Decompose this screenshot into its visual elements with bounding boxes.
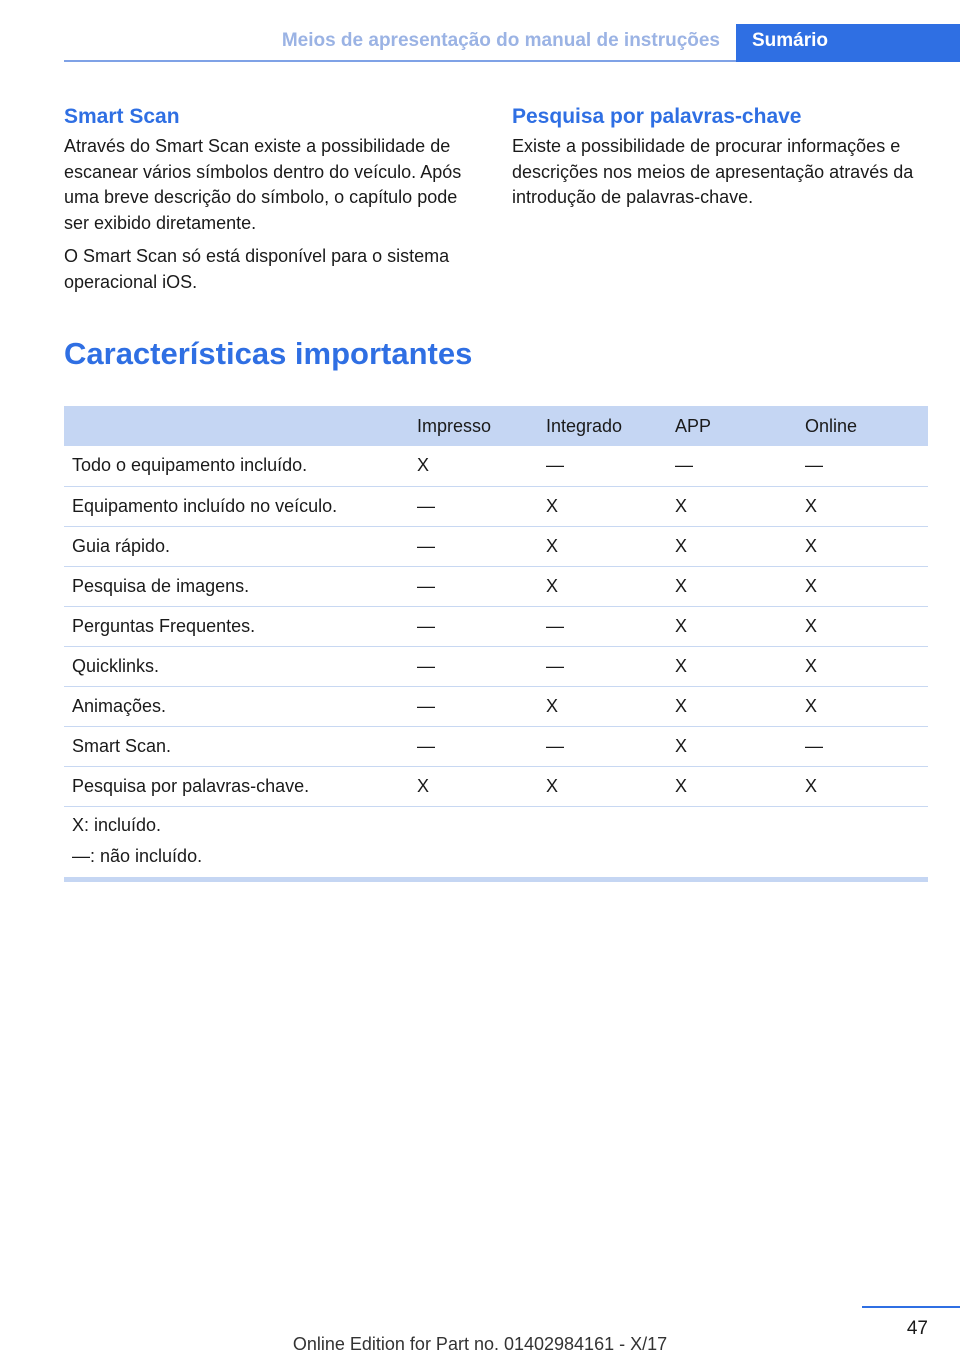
table-cell: X <box>667 726 797 766</box>
table-row <box>64 726 928 766</box>
smart-scan-paragraph: O Smart Scan só está disponível para o sistema operacional iOS. <box>64 246 450 292</box>
table-cell: — <box>797 726 928 766</box>
table-cell: Todo o equipamento incluído. <box>64 446 409 486</box>
edition-note: Online Edition for Part no. 01402984161 - X/17 <box>292 1334 668 1354</box>
table-cell: X <box>667 566 797 606</box>
table-cell: — <box>409 526 538 566</box>
legend-not-included: —: não incluído. <box>72 846 203 866</box>
breadcrumb[interactable]: Meios de apresentação do manual de instruções <box>281 30 720 51</box>
table-cell: X <box>667 766 797 806</box>
table-cell: X <box>538 766 667 806</box>
table-cell: X <box>667 606 797 646</box>
table-row <box>64 486 928 526</box>
smart-scan-section <box>64 102 480 295</box>
table-row <box>64 526 928 566</box>
keyword-search-title: Pesquisa por palavras-chave <box>512 105 802 128</box>
table-cell: X <box>409 766 538 806</box>
table-row <box>64 446 928 486</box>
table-cell: — <box>538 446 667 486</box>
footer-rule <box>862 1306 960 1308</box>
table-cell: Perguntas Frequentes. <box>64 606 409 646</box>
table-cell: X <box>667 486 797 526</box>
table-row <box>64 606 928 646</box>
table-cell: Guia rápido. <box>64 526 409 566</box>
table-header-cell: APP <box>667 406 797 446</box>
table-cell: — <box>409 606 538 646</box>
table-header-row <box>64 406 928 446</box>
table-cell: Equipamento incluído no veículo. <box>64 486 409 526</box>
table-cell: — <box>797 446 928 486</box>
table-cell: — <box>538 606 667 646</box>
table-header-cell: Impresso <box>409 406 538 446</box>
table-cell: X <box>797 606 928 646</box>
table-row <box>64 646 928 686</box>
table-header-cell <box>64 406 409 446</box>
table-cell: — <box>409 726 538 766</box>
keyword-search-paragraph: Existe a possibilidade de procurar informações e descrições nos meios de apresentação através da introdução de palavras-chave. <box>512 136 914 207</box>
table-cell: — <box>409 686 538 726</box>
table-bottom-rule <box>64 877 928 882</box>
table-cell: Pesquisa de imagens. <box>64 566 409 606</box>
table-row <box>64 686 928 726</box>
table-cell: X <box>538 686 667 726</box>
table-header-cell: Integrado <box>538 406 667 446</box>
keyword-search-section <box>512 102 928 211</box>
table-row <box>64 566 928 606</box>
smart-scan-paragraph: Através do Smart Scan existe a possibilidade de escanear vários símbolos dentro do veículo. Após uma breve descrição do símbolo, o capítulo pode ser exibido diretamente. <box>64 136 462 233</box>
table-cell: X <box>538 566 667 606</box>
table-cell: — <box>409 646 538 686</box>
table-cell: Animações. <box>64 686 409 726</box>
table-cell: X <box>797 766 928 806</box>
header-rule <box>64 60 736 62</box>
table-cell: X <box>797 566 928 606</box>
table-row <box>64 766 928 806</box>
table-cell: Pesquisa por palavras-chave. <box>64 766 409 806</box>
table-cell: X <box>667 686 797 726</box>
tab-summary[interactable]: Sumário <box>736 24 960 62</box>
legend-included: X: incluído. <box>72 815 162 835</box>
table-cell: — <box>409 566 538 606</box>
table-cell: X <box>409 446 538 486</box>
table-cell: X <box>797 526 928 566</box>
table-cell: — <box>667 446 797 486</box>
table-cell: X <box>538 526 667 566</box>
table-cell: X <box>797 486 928 526</box>
table-cell: — <box>538 726 667 766</box>
table-cell: — <box>538 646 667 686</box>
features-table <box>64 406 928 807</box>
table-cell: X <box>797 686 928 726</box>
table-cell: X <box>667 646 797 686</box>
table-header-cell: Online <box>797 406 928 446</box>
table-cell: X <box>797 646 928 686</box>
table-cell: X <box>667 526 797 566</box>
page-number: 47 <box>906 1318 928 1339</box>
page-header <box>64 24 960 62</box>
table-cell: — <box>409 486 538 526</box>
table-cell: Smart Scan. <box>64 726 409 766</box>
table-cell: X <box>538 486 667 526</box>
section-title: Características importantes <box>64 336 473 371</box>
table-legend <box>64 810 928 872</box>
table-cell: Quicklinks. <box>64 646 409 686</box>
smart-scan-title: Smart Scan <box>64 105 180 128</box>
